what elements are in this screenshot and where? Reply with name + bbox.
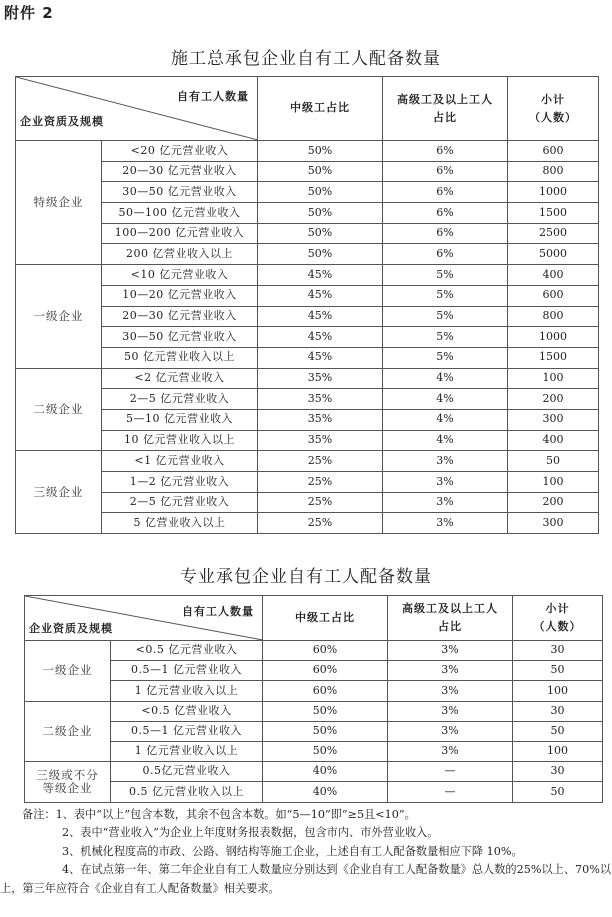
table-row [16,285,599,306]
senior-level-header: 高级工及以上工人占比 [388,596,513,641]
scale-cell: 200 亿营业收入以上 [102,244,258,265]
worker-count-cell: 50 [513,782,603,802]
worker-count-cell: 30 [513,762,603,782]
worker-count-cell: 600 [508,141,599,162]
mid-ratio-cell: 25% [258,513,383,534]
worker-count-cell: 30 [513,641,603,661]
note-1: 备注：1、表中“以上”包含本数，其余不包含本数。如“5—10”即“≥5且<10”。 [22,808,416,821]
scale-cell: 5—10 亿元营业收入 [102,409,258,430]
mid-ratio-cell: 35% [258,389,383,410]
mid-ratio-cell: 50% [263,701,388,721]
mid-ratio-cell: 35% [258,368,383,389]
mid-ratio-cell: 50% [263,721,388,741]
mid-ratio-cell: 50% [263,741,388,761]
senior-ratio-cell: 3% [388,681,513,701]
table-row [16,430,599,451]
scale-cell: 0.5—1 亿元营业收入 [111,721,263,741]
table-row [25,681,603,701]
table-row [25,741,603,761]
scale-cell: 1 亿元营业收入以上 [111,741,263,761]
senior-ratio-cell: — [388,782,513,802]
worker-count-cell: 800 [508,161,599,182]
senior-ratio-cell: 5% [383,327,508,348]
table-row [16,182,599,203]
senior-ratio-cell: 3% [383,492,508,513]
scale-cell: <10 亿元营业收入 [102,265,258,286]
mid-ratio-cell: 35% [258,409,383,430]
diagonal-header-cell [16,77,258,141]
table-row [25,782,603,802]
worker-count-cell: 600 [508,285,599,306]
scale-cell: 20—30 亿元营业收入 [102,306,258,327]
senior-ratio-cell: 3% [388,741,513,761]
mid-ratio-cell: 45% [258,306,383,327]
scale-cell: 50 亿元营业收入以上 [102,347,258,368]
table-row [16,472,599,493]
mid-ratio-cell: 50% [258,244,383,265]
worker-count-cell: 200 [508,389,599,410]
senior-ratio-cell: 4% [383,430,508,451]
qualification-group-cell: 一级企业 [16,265,102,368]
mid-ratio-cell: 25% [258,492,383,513]
worker-count-cell: 100 [513,741,603,761]
senior-ratio-cell: 3% [388,641,513,661]
table2-title: 专业承包企业自有工人配备数量 [180,567,432,587]
table-row [16,223,599,244]
annex-label: 附件 2 [4,4,54,22]
worker-count-cell: 50 [513,661,603,681]
scale-cell: 10 亿元营业收入以上 [102,430,258,451]
mid-ratio-cell: 60% [263,661,388,681]
table-row [16,203,599,224]
scale-cell: <1 亿元营业收入 [102,451,258,472]
senior-ratio-cell: 3% [383,513,508,534]
table-row [25,762,603,782]
mid-level-header: 中级工占比 [258,77,383,141]
senior-ratio-cell: 3% [383,451,508,472]
scale-cell: 0.5 亿元营业收入以上 [111,782,263,802]
scale-cell: <0.5 亿元营业收入 [111,641,263,661]
scale-cell: 30—50 亿元营业收入 [102,182,258,203]
scale-cell: 2—5 亿元营业收入 [102,492,258,513]
senior-ratio-cell: 5% [383,306,508,327]
qualification-group-cell: 二级企业 [25,701,111,762]
diagonal-line [16,77,258,140]
mid-ratio-cell: 50% [258,182,383,203]
diag-bottom-label: 企业资质及规模 [29,622,113,635]
scale-cell: <2 亿元营业收入 [102,368,258,389]
senior-ratio-cell: 5% [383,347,508,368]
mid-ratio-cell: 45% [258,285,383,306]
table-row [16,389,599,410]
scale-cell: 20—30 亿元营业收入 [102,161,258,182]
senior-ratio-cell: 6% [383,203,508,224]
worker-count-cell: 400 [508,430,599,451]
worker-count-cell: 30 [513,701,603,721]
table-row [16,327,599,348]
worker-count-cell: 200 [508,492,599,513]
table-row [16,513,599,534]
note-2: 2、表中“营业收入”为企业上年度财务报表数据，包含市内、市外营业收入。 [62,826,439,840]
scale-cell: 1—2 亿元营业收入 [102,472,258,493]
senior-ratio-cell: 4% [383,409,508,430]
scale-cell: 5 亿营业收入以上 [102,513,258,534]
mid-ratio-cell: 25% [258,451,383,472]
subtotal-unit: （人数） [533,620,582,633]
worker-count-cell: 400 [508,265,599,286]
qualification-group-cell: 三级或不分等级企业 [25,762,111,802]
diag-top-label: 自有工人数量 [182,605,254,618]
senior-ratio-cell: 4% [383,368,508,389]
scale-cell: 0.5—1 亿元营业收入 [111,661,263,681]
qualification-group-cell: 二级企业 [16,368,102,451]
table-row [25,721,603,741]
table-row [16,368,599,389]
mid-level-header: 中级工占比 [263,596,388,641]
senior-ratio-cell: 6% [383,244,508,265]
mid-ratio-cell: 25% [258,472,383,493]
table-row [16,306,599,327]
senior-ratio-cell: 3% [388,701,513,721]
qualification-group-cell: 三级企业 [16,451,102,534]
mid-ratio-cell: 40% [263,762,388,782]
header-row [25,596,603,641]
table-row [16,244,599,265]
worker-count-cell: 1000 [508,327,599,348]
subtotal-header [508,77,599,141]
mid-ratio-cell: 45% [258,265,383,286]
worker-count-cell: 5000 [508,244,599,265]
diag-bottom-label: 企业资质及规模 [20,115,104,128]
senior-ratio-cell: 3% [383,472,508,493]
table-row [16,409,599,430]
scale-cell: 10—20 亿元营业收入 [102,285,258,306]
worker-count-cell: 50 [513,721,603,741]
worker-count-cell: 100 [508,472,599,493]
senior-ratio-cell: 3% [388,721,513,741]
scale-cell: 1 亿元营业收入以上 [111,681,263,701]
scale-cell: 100—200 亿元营业收入 [102,223,258,244]
senior-ratio-cell: 6% [383,223,508,244]
table-row [25,661,603,681]
table-row [16,451,599,472]
construction-general-table [15,76,599,534]
worker-count-cell: 1500 [508,203,599,224]
table-row [16,265,599,286]
senior-ratio-cell: 3% [388,661,513,681]
senior-ratio-cell: 4% [383,389,508,410]
senior-ratio-cell: 6% [383,161,508,182]
worker-count-cell: 300 [508,409,599,430]
mid-ratio-cell: 50% [258,203,383,224]
scale-cell: 30—50 亿元营业收入 [102,327,258,348]
subtotal-label: 小计 [545,602,570,616]
specialty-contract-table [24,595,603,803]
senior-level-header: 高级工及以上工人占比 [383,77,508,141]
senior-ratio-cell: 6% [383,141,508,162]
table-row [25,701,603,721]
mid-ratio-cell: 50% [258,141,383,162]
diag-top-label: 自有工人数量 [177,90,249,103]
mid-ratio-cell: 50% [258,223,383,244]
senior-ratio-cell: 6% [383,182,508,203]
scale-cell: <20 亿元营业收入 [102,141,258,162]
scale-cell: 0.5亿元营业收入 [111,762,263,782]
senior-ratio-cell: 5% [383,285,508,306]
worker-count-cell: 2500 [508,223,599,244]
senior-ratio-cell: — [388,762,513,782]
table-row [16,141,599,162]
qualification-group-cell: 特级企业 [16,141,102,265]
table-row [16,492,599,513]
header-row [16,77,599,141]
note-4: 4、在试点第一年、第二年企业自有工人数量应分别达到《企业自有工人配备数量》总人数的25%以上、70%以上，第三年应符合《企业自有工人配备数量》相关要求。 [0,863,612,895]
mid-ratio-cell: 60% [263,641,388,661]
scale-cell: 50—100 亿元营业收入 [102,203,258,224]
mid-ratio-cell: 60% [263,681,388,701]
worker-count-cell: 100 [508,368,599,389]
scale-cell: <0.5 亿营业收入 [111,701,263,721]
worker-count-cell: 50 [508,451,599,472]
worker-count-cell: 1500 [508,347,599,368]
diagonal-header-cell [25,596,263,641]
worker-count-cell: 300 [508,513,599,534]
note-3: 3、机械化程度高的市政、公路、钢结构等施工企业，上述自有工人配备数量相应下降 10%。 [62,844,523,858]
table-row [16,347,599,368]
table1-title: 施工总承包企业自有工人配备数量 [171,49,441,69]
scale-cell: 2—5 亿元营业收入 [102,389,258,410]
mid-ratio-cell: 45% [258,327,383,348]
table-row [16,161,599,182]
mid-ratio-cell: 45% [258,347,383,368]
mid-ratio-cell: 40% [263,782,388,802]
subtotal-header [513,596,603,641]
table-row [25,641,603,661]
mid-ratio-cell: 35% [258,430,383,451]
worker-count-cell: 800 [508,306,599,327]
worker-count-cell: 100 [513,681,603,701]
worker-count-cell: 1000 [508,182,599,203]
senior-ratio-cell: 5% [383,265,508,286]
mid-ratio-cell: 50% [258,161,383,182]
subtotal-label: 小计 [541,92,565,106]
notes-section [0,806,612,898]
qualification-group-cell: 一级企业 [25,641,111,702]
subtotal-unit: （人数） [529,110,577,124]
